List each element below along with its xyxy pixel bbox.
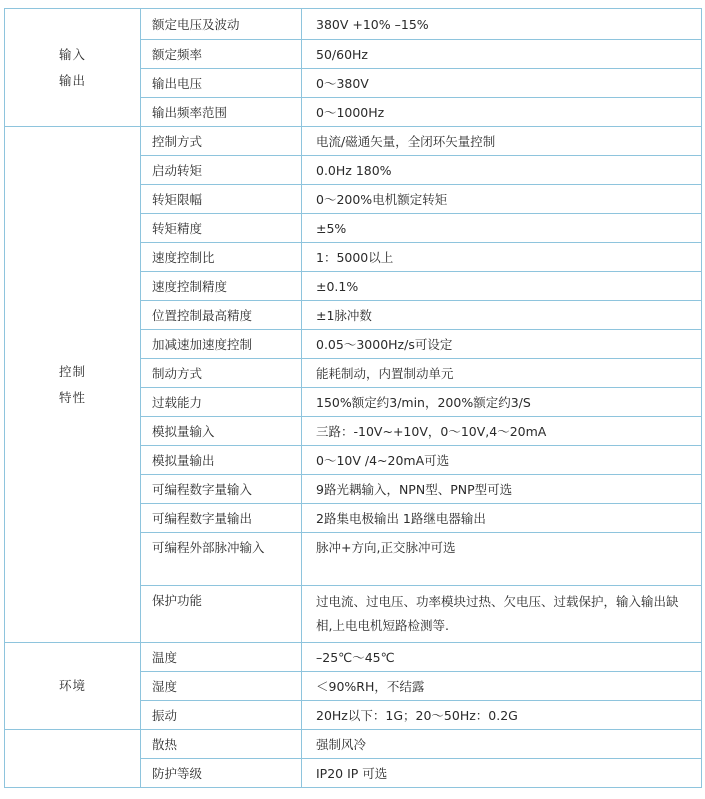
spec-name: 转矩精度: [141, 214, 302, 243]
spec-name: 速度控制比: [141, 243, 302, 272]
category-io: 输入 输出: [5, 9, 141, 127]
spec-name: 散热: [141, 730, 302, 759]
spec-name: 额定频率: [141, 40, 302, 69]
spec-name: 可编程外部脉冲输入: [141, 533, 302, 586]
table-row: [5, 127, 702, 156]
spec-name: 控制方式: [141, 127, 302, 156]
spec-name: 输出频率范围: [141, 98, 302, 127]
spec-value: 脉冲+方向,正交脉冲可选: [302, 533, 702, 586]
spec-name: 过载能力: [141, 388, 302, 417]
spec-value: 过电流、过电压、功率模块过热、欠电压、过载保护，输入输出缺相,上电电机短路检测等.: [302, 586, 702, 643]
spec-value: 三路：-10V~+10V，0～10V,4～20mA: [302, 417, 702, 446]
spec-name: 速度控制精度: [141, 272, 302, 301]
table-row: [5, 730, 702, 759]
spec-value: 能耗制动，内置制动单元: [302, 359, 702, 388]
spec-value: 0～200%电机额定转矩: [302, 185, 702, 214]
spec-name: 启动转矩: [141, 156, 302, 185]
spec-name: 温度: [141, 643, 302, 672]
spec-name: 输出电压: [141, 69, 302, 98]
spec-value: ±0.1%: [302, 272, 702, 301]
spec-name: 振动: [141, 701, 302, 730]
spec-value: ±5%: [302, 214, 702, 243]
spec-value: 20Hz以下：1G；20～50Hz：0.2G: [302, 701, 702, 730]
spec-value: 150%额定约3/min，200%额定约3/S: [302, 388, 702, 417]
spec-value: 0.0Hz 180%: [302, 156, 702, 185]
spec-table: [4, 8, 702, 788]
table-row: [5, 643, 702, 672]
spec-name: 湿度: [141, 672, 302, 701]
spec-value: ＜90%RH，不结露: [302, 672, 702, 701]
spec-name: 可编程数字量输入: [141, 475, 302, 504]
spec-value: 强制风冷: [302, 730, 702, 759]
category-environment: 环境: [5, 643, 141, 730]
spec-value: 1：5000以上: [302, 243, 702, 272]
category-control: 控制 特性: [5, 127, 141, 643]
spec-value: 9路光耦输入，NPN型、PNP型可选: [302, 475, 702, 504]
spec-value: 0.05～3000Hz/s可设定: [302, 330, 702, 359]
spec-value: 0～1000Hz: [302, 98, 702, 127]
spec-name: 防护等级: [141, 759, 302, 788]
spec-value: –25℃～45℃: [302, 643, 702, 672]
spec-value: 0～380V: [302, 69, 702, 98]
spec-value: IP20 IP 可选: [302, 759, 702, 788]
category-empty: [5, 730, 141, 788]
spec-value: 电流/磁通矢量，全闭环矢量控制: [302, 127, 702, 156]
spec-name: 保护功能: [141, 586, 302, 643]
spec-name: 加减速加速度控制: [141, 330, 302, 359]
spec-name: 制动方式: [141, 359, 302, 388]
spec-name: 转矩限幅: [141, 185, 302, 214]
table-row: [5, 9, 702, 40]
spec-name: 位置控制最高精度: [141, 301, 302, 330]
spec-name: 模拟量输入: [141, 417, 302, 446]
spec-value: 0～10V /4~20mA可选: [302, 446, 702, 475]
spec-value: 2路集电极输出 1路继电器输出: [302, 504, 702, 533]
spec-value: 50/60Hz: [302, 40, 702, 69]
spec-name: 模拟量输出: [141, 446, 302, 475]
spec-name: 额定电压及波动: [141, 9, 302, 40]
spec-name: 可编程数字量输出: [141, 504, 302, 533]
spec-value: ±1脉冲数: [302, 301, 702, 330]
spec-value: 380V +10% –15%: [302, 9, 702, 40]
